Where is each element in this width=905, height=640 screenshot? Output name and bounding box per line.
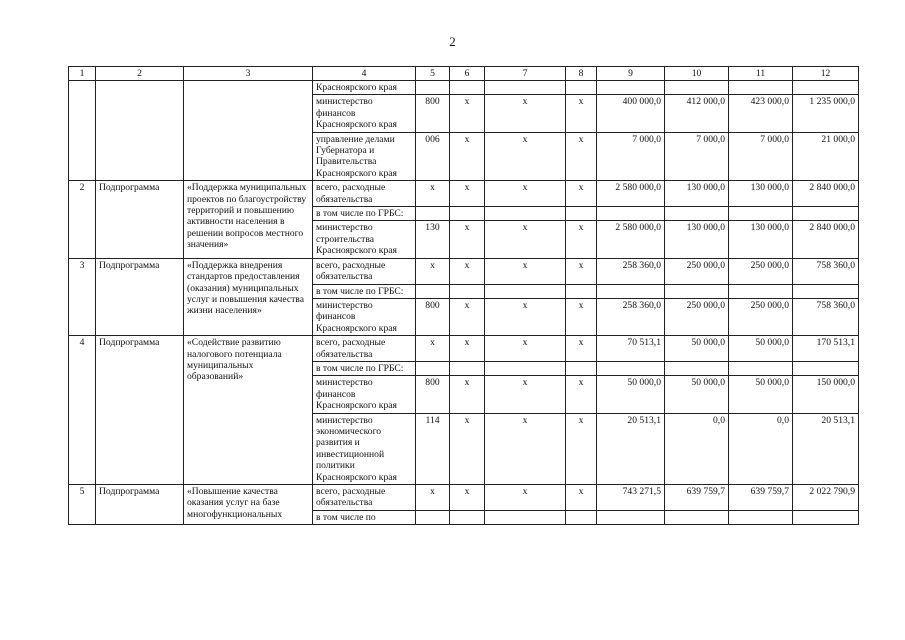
column-header: 7 (485, 67, 566, 81)
x-cell: х (566, 376, 597, 413)
x-cell (485, 361, 566, 375)
budget-table (68, 66, 859, 525)
value-cell: 130 000,0 (665, 221, 729, 258)
value-cell: 7 000,0 (729, 132, 793, 181)
x-cell (566, 207, 597, 221)
x-cell: х (566, 485, 597, 511)
grbs-cell: всего, расходные обязательства (313, 258, 416, 284)
value-cell: 50 000,0 (665, 376, 729, 413)
row-number-cell: 5 (69, 485, 96, 525)
grbs-cell: министерство строительства Красноярского края (313, 221, 416, 258)
column-header: 5 (416, 67, 450, 81)
table-row (69, 336, 859, 362)
grbs-cell: управление делами Губернатора и Правительства Красноярского края (313, 132, 416, 181)
value-cell: 2 580 000,0 (597, 221, 665, 258)
table-row (69, 181, 859, 207)
row-number-cell (69, 81, 96, 181)
column-header: 6 (450, 67, 485, 81)
value-cell (597, 207, 665, 221)
x-cell: х (485, 413, 566, 484)
x-cell: х (450, 258, 485, 284)
value-cell (729, 207, 793, 221)
grbs-cell: всего, расходные обязательства (313, 336, 416, 362)
value-cell (665, 510, 729, 524)
grbs-cell: министерство финансов Красноярского края (313, 95, 416, 132)
x-cell: х (566, 221, 597, 258)
value-cell: 0,0 (665, 413, 729, 484)
value-cell: 130 000,0 (729, 221, 793, 258)
value-cell: 70 513,1 (597, 336, 665, 362)
x-cell: х (450, 95, 485, 132)
grbs-cell: в том числе по ГРБС: (313, 284, 416, 298)
x-cell (485, 207, 566, 221)
x-cell: х (450, 413, 485, 484)
x-cell: х (450, 485, 485, 511)
value-cell: 1 235 000,0 (793, 95, 859, 132)
x-cell (566, 284, 597, 298)
x-cell: х (450, 336, 485, 362)
column-header: 8 (566, 67, 597, 81)
value-cell: 412 000,0 (665, 95, 729, 132)
code-cell (416, 207, 450, 221)
x-cell: х (450, 376, 485, 413)
column-header: 1 (69, 67, 96, 81)
value-cell: 130 000,0 (729, 181, 793, 207)
grbs-cell: в том числе по ГРБС: (313, 361, 416, 375)
column-header: 10 (665, 67, 729, 81)
x-cell (566, 81, 597, 95)
row-name-cell: «Поддержка муниципальных проектов по благоустройству территорий и повышению активности населения в решении вопросов местного значения» (184, 181, 313, 258)
value-cell: 2 022 790,9 (793, 485, 859, 511)
value-cell: 258 360,0 (597, 298, 665, 335)
value-cell (729, 284, 793, 298)
value-cell (793, 81, 859, 95)
value-cell (597, 510, 665, 524)
row-number-cell: 4 (69, 336, 96, 485)
value-cell: 250 000,0 (665, 258, 729, 284)
value-cell (665, 284, 729, 298)
table-row (69, 258, 859, 284)
value-cell: 258 360,0 (597, 258, 665, 284)
code-cell: х (416, 258, 450, 284)
row-kind-cell: Подпрограмма (96, 181, 184, 258)
value-cell (793, 284, 859, 298)
x-cell: х (450, 298, 485, 335)
value-cell: 758 360,0 (793, 258, 859, 284)
value-cell: 2 840 000,0 (793, 181, 859, 207)
code-cell: 006 (416, 132, 450, 181)
value-cell: 743 271,5 (597, 485, 665, 511)
x-cell (450, 361, 485, 375)
x-cell: х (485, 376, 566, 413)
code-cell: 800 (416, 376, 450, 413)
row-kind-cell: Подпрограмма (96, 336, 184, 485)
value-cell: 50 000,0 (665, 336, 729, 362)
value-cell: 7 000,0 (665, 132, 729, 181)
x-cell: х (485, 298, 566, 335)
x-cell: х (450, 181, 485, 207)
value-cell (793, 361, 859, 375)
column-header: 11 (729, 67, 793, 81)
x-cell: х (485, 258, 566, 284)
x-cell (450, 284, 485, 298)
row-name-cell (184, 81, 313, 181)
x-cell: х (566, 336, 597, 362)
code-cell: 130 (416, 221, 450, 258)
value-cell (597, 361, 665, 375)
table-row (69, 485, 859, 511)
value-cell: 20 513,1 (597, 413, 665, 484)
grbs-cell: Красноярского края (313, 81, 416, 95)
x-cell: х (566, 413, 597, 484)
grbs-cell: министерство финансов Красноярского края (313, 376, 416, 413)
column-header: 4 (313, 67, 416, 81)
value-cell: 170 513,1 (793, 336, 859, 362)
row-number-cell: 2 (69, 181, 96, 258)
row-kind-cell (96, 81, 184, 181)
value-cell: 250 000,0 (665, 298, 729, 335)
code-cell (416, 81, 450, 95)
x-cell: х (485, 95, 566, 132)
value-cell: 758 360,0 (793, 298, 859, 335)
row-name-cell: «Поддержка внедрения стандартов предоставления (оказания) муниципальных услуг и повышения качества жизни населения» (184, 258, 313, 335)
value-cell (729, 510, 793, 524)
value-cell (729, 81, 793, 95)
page-number: 2 (449, 34, 456, 49)
column-header: 9 (597, 67, 665, 81)
grbs-cell: министерство финансов Красноярского края (313, 298, 416, 335)
x-cell: х (485, 181, 566, 207)
value-cell (597, 284, 665, 298)
column-header: 2 (96, 67, 184, 81)
value-cell: 2 840 000,0 (793, 221, 859, 258)
value-cell (665, 361, 729, 375)
grbs-cell: всего, расходные обязательства (313, 485, 416, 511)
grbs-cell: в том числе по (313, 510, 416, 524)
x-cell: х (566, 298, 597, 335)
x-cell (485, 510, 566, 524)
value-cell: 639 759,7 (665, 485, 729, 511)
value-cell (665, 81, 729, 95)
code-cell (416, 510, 450, 524)
value-cell: 7 000,0 (597, 132, 665, 181)
value-cell: 130 000,0 (665, 181, 729, 207)
value-cell: 0,0 (729, 413, 793, 484)
row-kind-cell: Подпрограмма (96, 258, 184, 335)
column-header: 12 (793, 67, 859, 81)
row-kind-cell: Подпрограмма (96, 485, 184, 525)
value-cell: 150 000,0 (793, 376, 859, 413)
x-cell: х (566, 181, 597, 207)
code-cell: х (416, 336, 450, 362)
value-cell: 639 759,7 (729, 485, 793, 511)
value-cell: 50 000,0 (729, 336, 793, 362)
value-cell: 50 000,0 (597, 376, 665, 413)
value-cell: 250 000,0 (729, 298, 793, 335)
code-cell: 800 (416, 95, 450, 132)
x-cell: х (485, 336, 566, 362)
row-name-cell: «Повышение качества оказания услуг на базе многофункциональных (184, 485, 313, 525)
grbs-cell: в том числе по ГРБС: (313, 207, 416, 221)
x-cell (566, 510, 597, 524)
value-cell (793, 207, 859, 221)
value-cell: 21 000,0 (793, 132, 859, 181)
x-cell (450, 207, 485, 221)
value-cell: 423 000,0 (729, 95, 793, 132)
code-cell (416, 361, 450, 375)
value-cell (729, 361, 793, 375)
x-cell (485, 81, 566, 95)
column-header: 3 (184, 67, 313, 81)
grbs-cell: министерство экономического развития и инвестиционной политики Красноярского края (313, 413, 416, 484)
value-cell (793, 510, 859, 524)
table-row (69, 81, 859, 95)
code-cell: х (416, 485, 450, 511)
x-cell (450, 510, 485, 524)
code-cell: х (416, 181, 450, 207)
x-cell (450, 81, 485, 95)
value-cell: 20 513,1 (793, 413, 859, 484)
x-cell: х (566, 95, 597, 132)
value-cell (597, 81, 665, 95)
code-cell: 800 (416, 298, 450, 335)
grbs-cell: всего, расходные обязательства (313, 181, 416, 207)
row-name-cell: «Содействие развитию налогового потенциала муниципальных образований» (184, 336, 313, 485)
value-cell: 400 000,0 (597, 95, 665, 132)
row-number-cell: 3 (69, 258, 96, 335)
x-cell (485, 284, 566, 298)
code-cell: 114 (416, 413, 450, 484)
x-cell: х (485, 221, 566, 258)
x-cell: х (485, 132, 566, 181)
value-cell: 2 580 000,0 (597, 181, 665, 207)
table-body (69, 67, 859, 525)
x-cell: х (450, 132, 485, 181)
x-cell (566, 361, 597, 375)
code-cell (416, 284, 450, 298)
x-cell: х (566, 258, 597, 284)
x-cell: х (485, 485, 566, 511)
column-number-row (69, 67, 859, 81)
value-cell (665, 207, 729, 221)
x-cell: х (566, 132, 597, 181)
x-cell: х (450, 221, 485, 258)
value-cell: 250 000,0 (729, 258, 793, 284)
value-cell: 50 000,0 (729, 376, 793, 413)
